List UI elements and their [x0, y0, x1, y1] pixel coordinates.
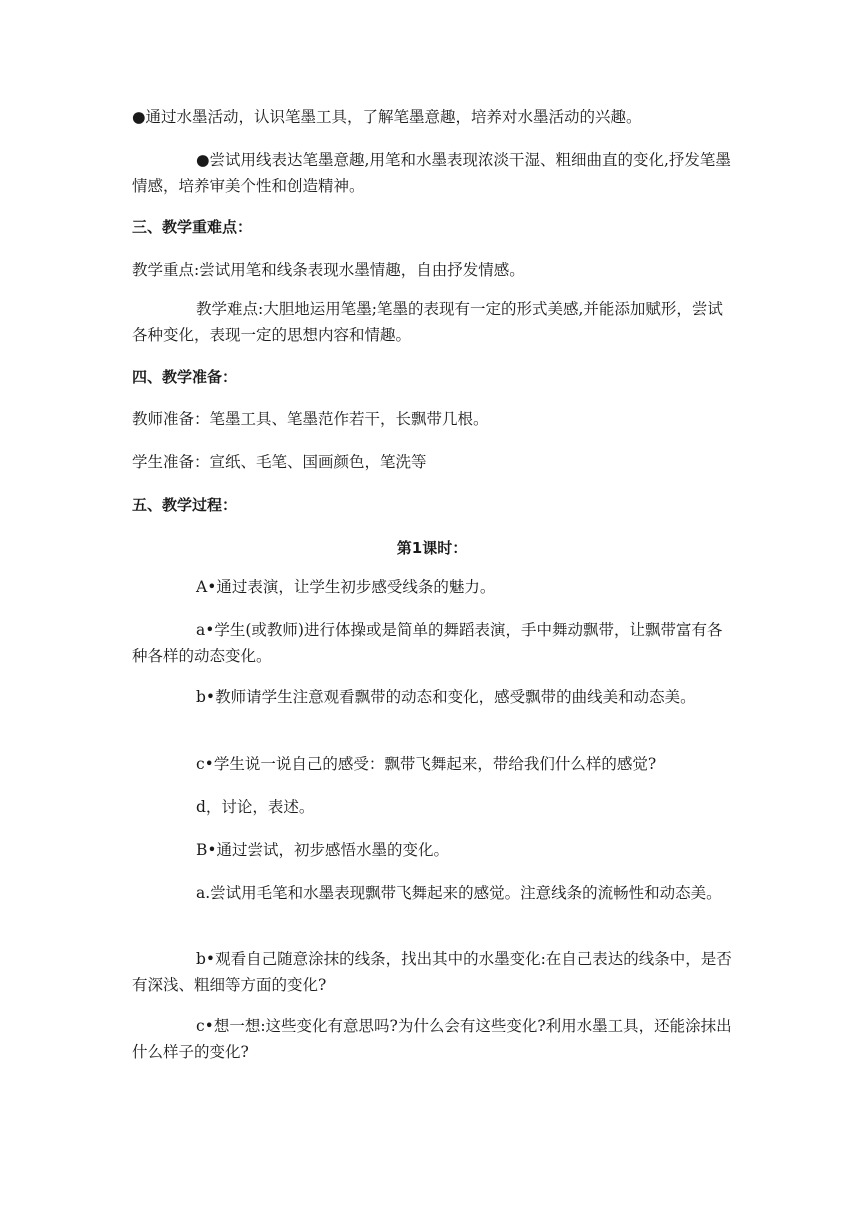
paragraph-step-b-b: b•观看自己随意涂抹的线条，找出其中的水墨变化:在自己表达的线条中，是否有深浅、粗细等方面的变化? [132, 950, 732, 994]
paragraph-step-a-b: b•教师请学生注意观看飘带的动态和变化，感受飘带的曲线美和动态美。 [196, 688, 696, 706]
paragraph-step-a-c: c•学生说一说自己的感受：飘带飞舞起来，带给我们什么样的感觉? [196, 755, 657, 773]
paragraph-teacher-preparation: 教师准备：笔墨工具、笔墨范作若干，长飘带几根。 [132, 410, 489, 428]
paragraph-step-b: B•通过尝试，初步感悟水墨的变化。 [196, 841, 450, 859]
heading-key-difficult-points: 三、教学重难点： [132, 218, 253, 236]
heading-preparation: 四、教学准备： [132, 368, 238, 386]
paragraph-step-a-d: d，讨论，表述。 [196, 798, 315, 816]
paragraph-step-a-a: a•学生(或教师)进行体操或是简单的舞蹈表演，手中舞动飘带，让飘带富有各种各样的动态变化。 [132, 621, 723, 665]
paragraph-difficult-point: 教学难点:大胆地运用笔墨;笔墨的表现有一定的形式美感,并能添加赋形，尝试各种变化，表现一定的思想内容和情趣。 [132, 300, 723, 344]
heading-process: 五、教学过程： [132, 496, 238, 514]
paragraph-key-point: 教学重点:尝试用笔和线条表现水墨情趣，自由抒发情感。 [132, 261, 525, 279]
paragraph-goal-2: ●尝试用线表达笔墨意趣,用笔和水墨表现浓淡干湿、粗细曲直的变化,抒发笔墨情感，培养审美个性和创造精神。 [132, 151, 731, 195]
paragraph-step-b-a: a.尝试用毛笔和水墨表现飘带飞舞起来的感觉。注意线条的流畅性和动态美。 [196, 884, 722, 902]
paragraph-step-b-c: c•想一想:这些变化有意思吗?为什么会有这些变化?利用水墨工具，还能涂抹出什么样子的变化? [132, 1017, 732, 1061]
paragraph-student-preparation: 学生准备：宣纸、毛笔、国画颜色，笔洗等 [132, 453, 427, 471]
lesson-title: 第1课时： [396, 539, 468, 557]
paragraph-step-a: A•通过表演，让学生初步感受线条的魅力。 [196, 578, 496, 596]
paragraph-goal-1: ●通过水墨活动，认识笔墨工具，了解笔墨意趣，培养对水墨活动的兴趣。 [132, 108, 642, 126]
